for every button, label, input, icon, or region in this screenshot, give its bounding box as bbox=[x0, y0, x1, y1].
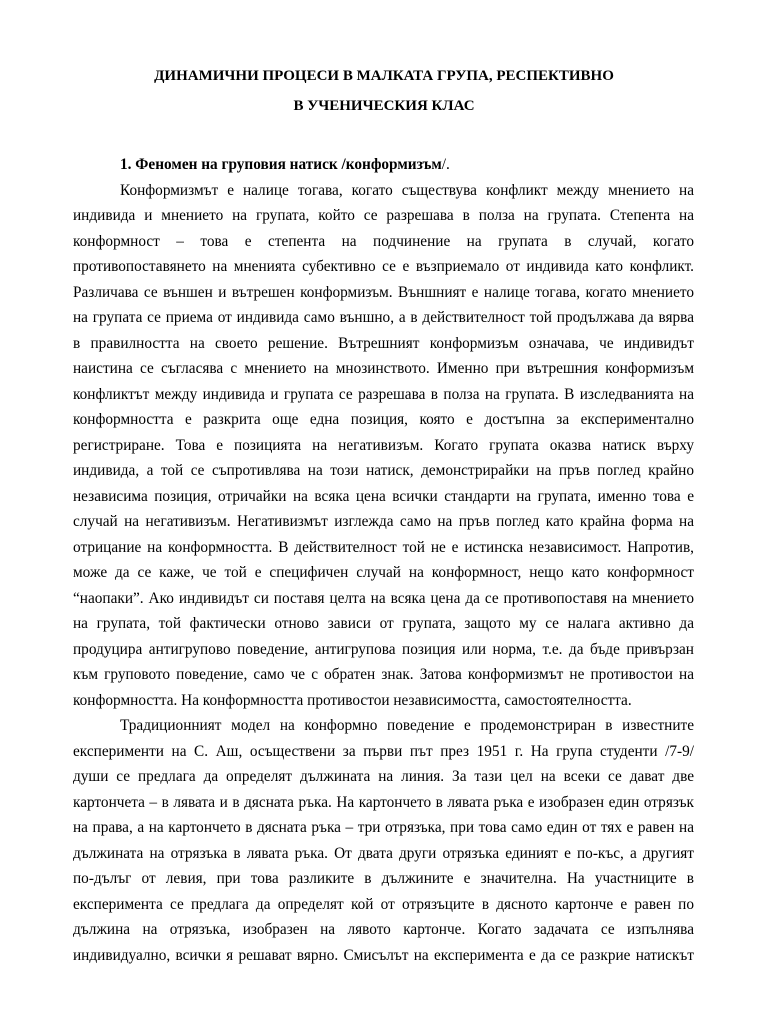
paragraph-2-line: експеримента се предлага да определят кой от отрязъците в дясното картонче е равен по bbox=[73, 896, 694, 913]
section-heading-tail: /. bbox=[441, 156, 450, 173]
paragraph-1-line: може да се каже, че той е специфичен случай на конформност, нещо като конформност bbox=[73, 564, 694, 581]
paragraph-1-line: конформност – това е степента на подчинение на групата в случай, когато bbox=[73, 233, 694, 250]
paragraph-2-line: картончета – в лявата и в дясната ръка. На картончето в лявата ръка е изобразен един отрязък bbox=[73, 794, 694, 811]
paragraph-1-line: конфликтът между индивида и групата се разрешава в полза на групата. В изследванията на bbox=[73, 386, 694, 403]
paragraph-1-line: индивида, а той се съпротивлява на този натиск, демонстрирайки на пръв поглед крайно bbox=[73, 462, 694, 479]
paragraph-1-line: на групата, той фактически отново зависи от групата, защото му се налага активно да bbox=[73, 615, 694, 632]
paragraph-1-line: отрицание на конформността. В действителност той не е истинска независимост. Напротив, bbox=[73, 539, 694, 556]
paragraph-1-line: Различава се външен и вътрешен конформизъм. Външният е налице тогава, когато мнението bbox=[73, 284, 694, 301]
paragraph-1-line: противопоставянето на мненията субективно се е възприемало от индивида като конфликт. bbox=[73, 258, 694, 275]
paragraph-2-line: индивидуално, всички я решават вярно. Смисълът на експеримента е да се разкрие натискът bbox=[73, 947, 694, 964]
paragraph-2-line: експерименти на С. Аш, осъществени за първи път през 1951 г. На група студенти /7-9/ bbox=[73, 743, 694, 760]
paragraph-1-line: регистриране. Това е позицията на негативизъм. Когато групата оказва натиск върху bbox=[73, 437, 694, 454]
paragraph-1-line: в правилността на своето решение. Вътрешният конформизъм означава, че индивидът bbox=[73, 335, 694, 352]
paragraph-2-line: Традиционният модел на конформно поведение е продемонстриран в известните bbox=[120, 717, 694, 734]
document-title-line-1: ДИНАМИЧНИ ПРОЦЕСИ В МАЛКАТА ГРУПА, РЕСПЕКТИВНО bbox=[154, 68, 614, 84]
paragraph-1-line: продуцира антигрупово поведение, антигрупова позиция или норма, т.е. да бъде привързан bbox=[73, 641, 694, 658]
paragraph-2-line: души се предлага да определят дължината на линия. За тази цел на всеки се дават две bbox=[73, 768, 694, 785]
paragraph-1-line: Конформизмът е налице тогава, когато съществува конфликт между мнението на bbox=[120, 182, 694, 199]
paragraph-1-line: независима позиция, отричайки на всяка цена всички стандарти на групата, именно това е bbox=[73, 488, 694, 505]
document-title-line-2: В УЧЕНИЧЕСКИЯ КЛАС bbox=[293, 98, 475, 114]
paragraph-1-line: “наопаки”. Ако индивидът си поставя целта на всяка цена да се противопоставя на мнението bbox=[73, 590, 694, 607]
paragraph-2-line: на права, а на картончето в дясната ръка – три отрязъка, при това само един от тях е равен на bbox=[73, 819, 694, 836]
section-heading-bold: 1. Феномен на груповия натиск /конформизъм bbox=[120, 156, 442, 173]
paragraph-1-line: към груповото поведение, само че с обратен знак. Затова конформизмът не противостои на bbox=[73, 666, 694, 683]
paragraph-1-line: на групата се приема от индивида само външно, а в действителност той продължава да вярва bbox=[73, 309, 694, 326]
paragraph-1-line: конформността. На конформността противостои независимостта, самостоятелността. bbox=[73, 692, 632, 709]
section-heading bbox=[120, 155, 694, 175]
paragraph-1-line: случай на негативизъм. Негативизмът изглежда само на пръв поглед като крайна форма на bbox=[73, 513, 694, 530]
paragraph-2-line: по-дълъг от левия, при това разликите в дължините е значителна. На участниците в bbox=[73, 870, 694, 887]
paragraph-1-line: конформността е разкрита още една позиция, която е достъпна за експериментално bbox=[73, 411, 694, 428]
paragraph-2-line: дължина на отрязъка, изобразен на лявото картонче. Когато задачата се изпълнява bbox=[73, 921, 694, 938]
paragraph-1-line: наистина се съгласява с мнението на мнозинството. Именно при вътрешния конформизъм bbox=[73, 360, 694, 377]
paragraph-2-line: дължината на отрязъка в лявата ръка. От двата други отрязъка единият е по-къс, а другият bbox=[73, 845, 694, 862]
paragraph-1-line: индивида и мнението на групата, който се разрешава в полза на групата. Степента на bbox=[73, 207, 694, 224]
